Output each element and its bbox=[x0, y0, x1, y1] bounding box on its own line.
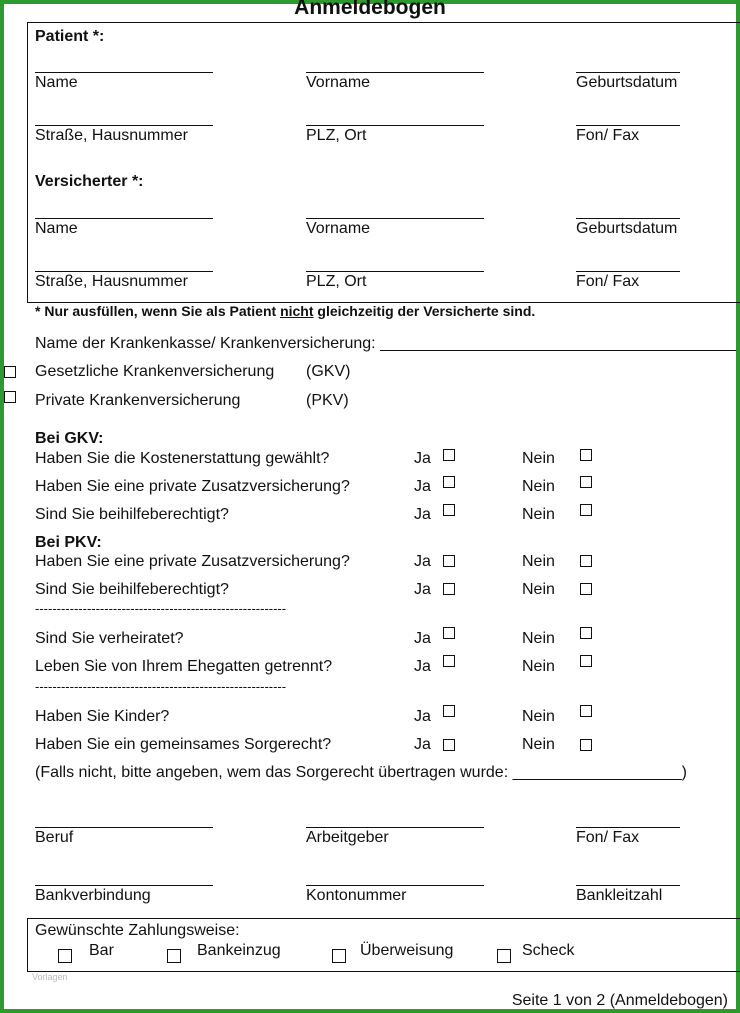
yes-label: Ja bbox=[414, 630, 431, 647]
field-label: Name bbox=[35, 220, 78, 237]
patient-firstname-field[interactable] bbox=[306, 72, 484, 73]
patient-heading: Patient *: bbox=[35, 28, 105, 45]
payment-cash-checkbox[interactable] bbox=[58, 949, 72, 963]
no-label: Nein bbox=[522, 630, 555, 647]
field-label: Arbeitgeber bbox=[306, 829, 389, 846]
payment-cheque-checkbox[interactable] bbox=[497, 949, 511, 963]
no-label: Nein bbox=[522, 553, 555, 570]
pkv-heading: Bei PKV: bbox=[35, 534, 102, 551]
gkv-abbr: (GKV) bbox=[306, 363, 351, 380]
no-checkbox[interactable] bbox=[580, 476, 592, 488]
no-checkbox[interactable] bbox=[580, 449, 592, 461]
no-checkbox[interactable] bbox=[580, 705, 592, 717]
question-label: Haben Sie die Kostenerstattung gewählt? bbox=[35, 450, 330, 467]
question-label: Haben Sie eine private Zusatzversicherung? bbox=[35, 478, 350, 495]
field-label: Kontonummer bbox=[306, 887, 407, 904]
insured-city-field[interactable] bbox=[306, 271, 484, 272]
pkv-checkbox[interactable] bbox=[4, 391, 16, 403]
question-label: Leben Sie von Ihrem Ehegatten getrennt? bbox=[35, 658, 333, 675]
watermark: Vorlagen bbox=[32, 972, 68, 982]
field-label: Geburtsdatum bbox=[576, 220, 678, 237]
no-label: Nein bbox=[522, 736, 555, 753]
field-label: Fon/ Fax bbox=[576, 829, 640, 846]
insured-firstname-field[interactable] bbox=[306, 218, 484, 219]
no-checkbox[interactable] bbox=[580, 739, 592, 751]
bank-field[interactable] bbox=[35, 885, 213, 886]
payment-option-label: Scheck bbox=[522, 942, 575, 959]
question-label: Sind Sie beihilfeberechtigt? bbox=[35, 581, 229, 598]
separator: ---------------------------------------------------------- bbox=[35, 679, 287, 694]
bank-code-field[interactable] bbox=[576, 885, 680, 886]
employer-field[interactable] bbox=[306, 827, 484, 828]
no-label: Nein bbox=[522, 581, 555, 598]
separator: ---------------------------------------------------------- bbox=[35, 601, 287, 616]
no-label: Nein bbox=[522, 506, 555, 523]
question-label: Haben Sie eine private Zusatzversicherung? bbox=[35, 553, 350, 570]
patient-phone-field[interactable] bbox=[576, 125, 680, 126]
field-label: Vorname bbox=[306, 220, 371, 237]
no-checkbox[interactable] bbox=[580, 583, 592, 595]
yes-label: Ja bbox=[414, 553, 431, 570]
insurance-name-field[interactable]: Name der Krankenkasse/ Krankenversicherung: ________________________________________ bbox=[35, 335, 736, 352]
payment-transfer-checkbox[interactable] bbox=[332, 949, 346, 963]
yes-label: Ja bbox=[414, 708, 431, 725]
account-number-field[interactable] bbox=[306, 885, 484, 886]
question-label: Sind Sie beihilfeberechtigt? bbox=[35, 506, 229, 523]
question-label: Sind Sie verheiratet? bbox=[35, 630, 184, 647]
yes-checkbox[interactable] bbox=[443, 555, 455, 567]
yes-label: Ja bbox=[414, 581, 431, 598]
yes-checkbox[interactable] bbox=[443, 739, 455, 751]
yes-checkbox[interactable] bbox=[443, 655, 455, 667]
field-label: Name bbox=[35, 74, 78, 91]
page-title: Anmeldebogen bbox=[294, 0, 446, 19]
field-label: Fon/ Fax bbox=[576, 127, 640, 144]
yes-checkbox[interactable] bbox=[443, 583, 455, 595]
field-label: Bankverbindung bbox=[35, 887, 151, 904]
yes-checkbox[interactable] bbox=[443, 705, 455, 717]
payment-option-label: Überweisung bbox=[360, 942, 454, 959]
yes-checkbox[interactable] bbox=[443, 476, 455, 488]
insured-name-field[interactable] bbox=[35, 218, 213, 219]
field-label: Straße, Hausnummer bbox=[35, 273, 188, 290]
question-label: Haben Sie ein gemeinsames Sorgerecht? bbox=[35, 736, 332, 753]
insured-phone-field[interactable] bbox=[576, 271, 680, 272]
yes-label: Ja bbox=[414, 506, 431, 523]
footnote: * Nur ausfüllen, wenn Sie als Patient nicht gleichzeitig der Versicherte sind. bbox=[35, 303, 536, 319]
field-label: Bankleitzahl bbox=[576, 887, 663, 904]
patient-name-field[interactable] bbox=[35, 72, 213, 73]
yes-checkbox[interactable] bbox=[443, 504, 455, 516]
insured-heading: Versicherter *: bbox=[35, 173, 144, 190]
page-footer: Seite 1 von 2 (Anmeldebogen) bbox=[511, 992, 728, 1009]
occupation-field[interactable] bbox=[35, 827, 213, 828]
yes-checkbox[interactable] bbox=[443, 627, 455, 639]
field-label: Beruf bbox=[35, 829, 74, 846]
no-checkbox[interactable] bbox=[580, 627, 592, 639]
field-label: PLZ, Ort bbox=[306, 127, 367, 144]
insured-birthdate-field[interactable] bbox=[576, 218, 680, 219]
field-label: Fon/ Fax bbox=[576, 273, 640, 290]
yes-checkbox[interactable] bbox=[443, 449, 455, 461]
employer-phone-field[interactable] bbox=[576, 827, 680, 828]
field-label: PLZ, Ort bbox=[306, 273, 367, 290]
yes-label: Ja bbox=[414, 658, 431, 675]
yes-label: Ja bbox=[414, 450, 431, 467]
patient-birthdate-field[interactable] bbox=[576, 72, 680, 73]
yes-label: Ja bbox=[414, 478, 431, 495]
field-label: Geburtsdatum bbox=[576, 74, 678, 91]
personal-data-box bbox=[27, 22, 740, 303]
no-checkbox[interactable] bbox=[580, 655, 592, 667]
yes-label: Ja bbox=[414, 736, 431, 753]
no-label: Nein bbox=[522, 708, 555, 725]
insured-street-field[interactable] bbox=[35, 271, 213, 272]
question-label: Haben Sie Kinder? bbox=[35, 708, 170, 725]
payment-option-label: Bankeinzug bbox=[197, 942, 281, 959]
no-checkbox[interactable] bbox=[580, 555, 592, 567]
no-label: Nein bbox=[522, 478, 555, 495]
field-label: Vorname bbox=[306, 74, 371, 91]
pkv-label: Private Krankenversicherung bbox=[35, 392, 241, 409]
no-label: Nein bbox=[522, 658, 555, 675]
no-label: Nein bbox=[522, 450, 555, 467]
gkv-label: Gesetzliche Krankenversicherung bbox=[35, 363, 275, 380]
field-label: Straße, Hausnummer bbox=[35, 127, 188, 144]
custody-field[interactable]: (Falls nicht, bitte angeben, wem das Sorgerecht übertragen wurde: ___________________) bbox=[35, 764, 687, 781]
payment-direct-debit-checkbox[interactable] bbox=[167, 949, 181, 963]
gkv-checkbox[interactable] bbox=[4, 366, 16, 378]
patient-street-field[interactable] bbox=[35, 125, 213, 126]
payment-option-label: Bar bbox=[89, 942, 114, 959]
no-checkbox[interactable] bbox=[580, 504, 592, 516]
pkv-abbr: (PKV) bbox=[306, 392, 349, 409]
gkv-heading: Bei GKV: bbox=[35, 430, 104, 447]
patient-city-field[interactable] bbox=[306, 125, 484, 126]
payment-heading: Gewünschte Zahlungsweise: bbox=[35, 922, 240, 939]
